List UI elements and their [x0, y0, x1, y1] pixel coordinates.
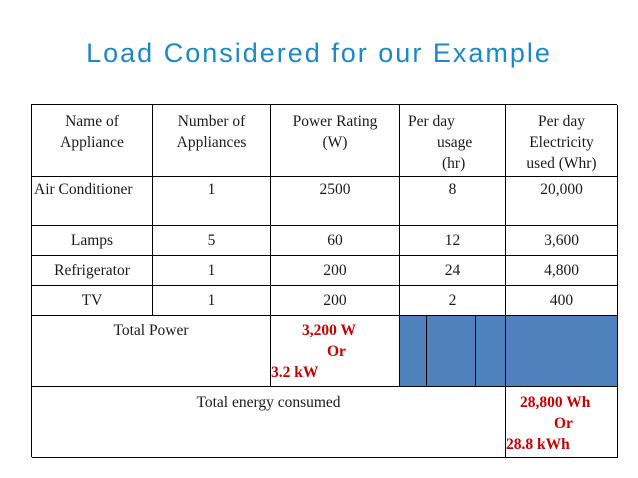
- header-name: Name of Appliance: [32, 105, 153, 177]
- shaded-cell: [427, 316, 476, 387]
- table-row-cell-number: 1: [153, 256, 271, 286]
- total-energy-label: Total energy consumed: [32, 387, 506, 458]
- total-power-value: 3,200 W Or 3.2 kW: [271, 316, 400, 387]
- table-row-cell-usage: 2: [400, 286, 506, 316]
- header-number: Number of Appliances: [153, 105, 271, 177]
- table-row-cell-energy: 4,800: [506, 256, 618, 286]
- table-row-cell-number: 1: [153, 177, 271, 226]
- table-row-cell-name: Lamps: [32, 226, 153, 256]
- table-row-cell-name: Air Conditioner: [32, 177, 153, 226]
- table-row-cell-name: TV: [32, 286, 153, 316]
- table-row-cell-energy: 400: [506, 286, 618, 316]
- table-row-cell-usage: 8: [400, 177, 506, 226]
- table-row-cell-number: 1: [153, 286, 271, 316]
- table-row-cell-energy: 20,000: [506, 177, 618, 226]
- header-energy: Per day Electricity used (Whr): [506, 105, 618, 177]
- shaded-cell: [506, 316, 618, 387]
- table-row-cell-power: 200: [271, 286, 400, 316]
- shaded-cell: [400, 316, 427, 387]
- table-row-cell-number: 5: [153, 226, 271, 256]
- header-power: Power Rating (W): [271, 105, 400, 177]
- table-row-cell-usage: 12: [400, 226, 506, 256]
- table-row-cell-power: 2500: [271, 177, 400, 226]
- table-row-cell-usage: 24: [400, 256, 506, 286]
- shaded-cell: [476, 316, 506, 387]
- load-table: [31, 104, 617, 457]
- slide-title: Load Considered for our Example: [86, 38, 552, 68]
- table-row-cell-power: 200: [271, 256, 400, 286]
- table-row-cell-energy: 3,600: [506, 226, 618, 256]
- table-row-cell-power: 60: [271, 226, 400, 256]
- total-power-label: Total Power: [32, 316, 271, 387]
- header-usage: Per day usage (hr): [400, 105, 506, 177]
- table-row-cell-name: Refrigerator: [32, 256, 153, 286]
- total-energy-value: 28,800 Wh Or 28.8 kWh: [506, 387, 618, 458]
